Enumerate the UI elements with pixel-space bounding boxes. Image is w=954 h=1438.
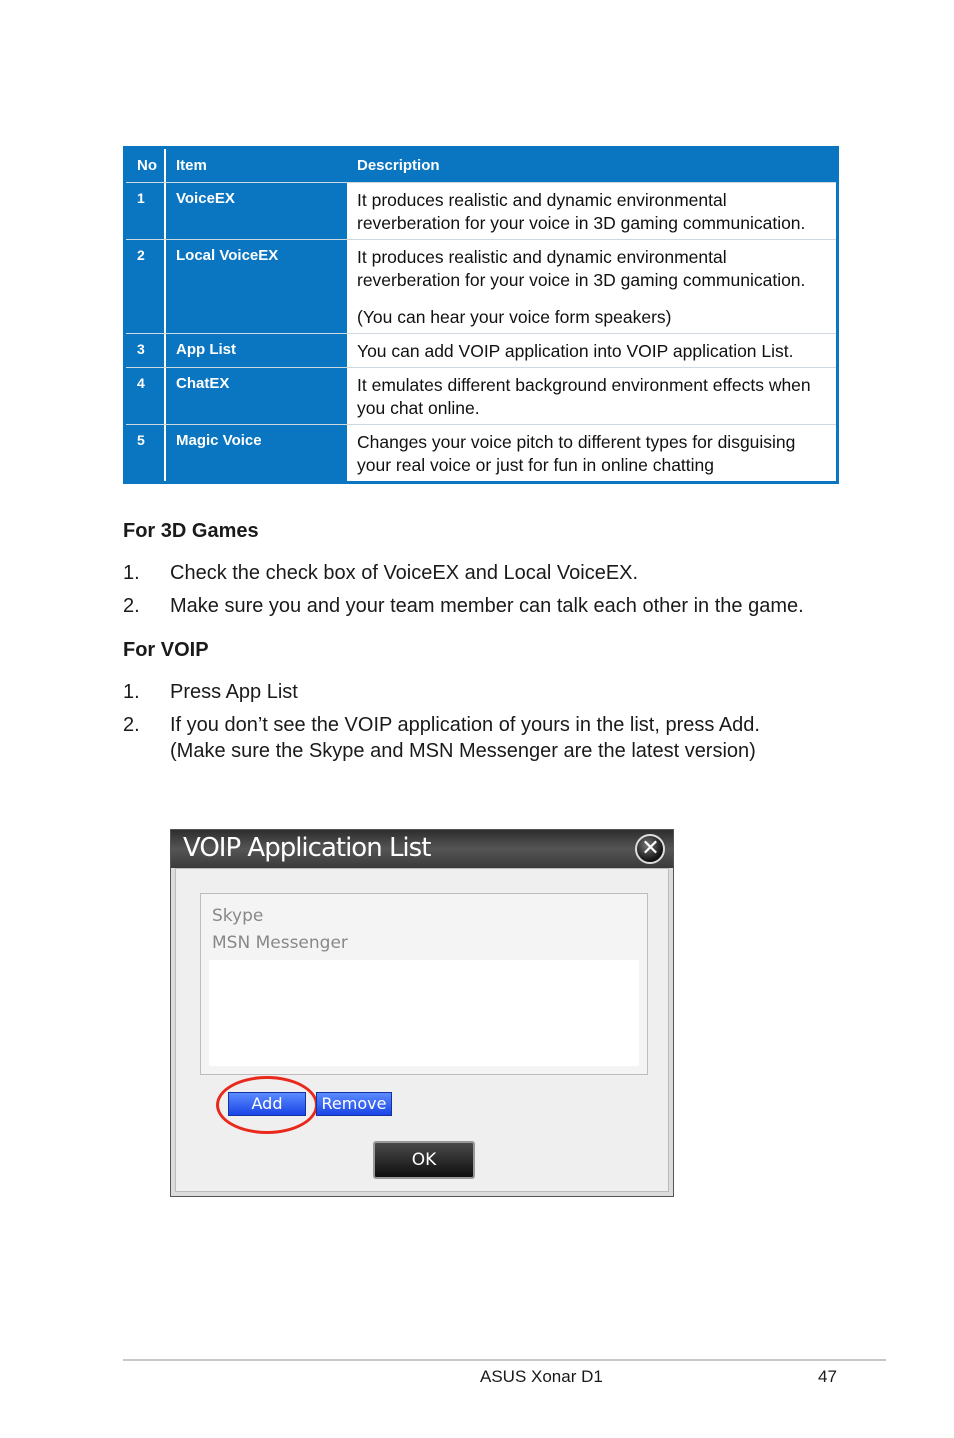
features-table: [123, 146, 839, 484]
listbox-empty-area: [209, 960, 639, 1066]
table-row: [126, 333, 836, 367]
row-description-note: (You can hear your voice form speakers): [357, 307, 672, 327]
table-header-row: [126, 149, 836, 182]
step-text: Press App List: [170, 681, 298, 703]
close-x-glyph: ✕: [641, 836, 659, 861]
add-button[interactable]: Add: [228, 1092, 306, 1116]
footer-divider: [123, 1359, 886, 1361]
header-item: Item: [176, 157, 207, 174]
list-item[interactable]: Skype: [212, 906, 264, 926]
dialog-body: [175, 868, 669, 1192]
row-description: Changes your voice pitch to different types for disguising your real voice or just for fun in online chatting: [347, 425, 836, 481]
step-number: 2.: [123, 714, 140, 736]
row-description-cell: [347, 240, 836, 333]
row-description: It produces realistic and dynamic environmental reverberation for your voice in 3D gaming communication.: [357, 247, 806, 290]
step-text: Check the check box of VoiceEX and Local VoiceEX.: [170, 562, 639, 584]
footer-title: ASUS Xonar D1: [480, 1367, 603, 1386]
section-heading-voip: For VOIP: [123, 639, 209, 661]
table-row: [126, 424, 836, 481]
list-item[interactable]: MSN Messenger: [212, 933, 348, 953]
voip-application-list-dialog: [170, 829, 674, 1197]
dialog-title-bar: [171, 830, 673, 868]
step-text: If you don’t see the VOIP application of yours in the list, press Add.(Make sure the Skype and MSN Messenger are the latest version): [170, 714, 760, 762]
table-row: [126, 367, 836, 424]
step-number: 1.: [123, 681, 140, 703]
ok-button[interactable]: OK: [373, 1141, 475, 1179]
table-row: [126, 182, 836, 239]
row-item: Magic Voice: [176, 432, 262, 449]
header-description: Description: [357, 157, 440, 174]
step-text: Make sure you and your team member can talk each other in the game.: [170, 595, 804, 617]
row-item: Local VoiceEX: [176, 247, 279, 264]
table-row: [126, 239, 836, 333]
row-item: VoiceEX: [176, 190, 235, 207]
dialog-title: VOIP Application List: [183, 833, 431, 863]
remove-button[interactable]: Remove: [316, 1092, 392, 1116]
row-no: 3: [126, 334, 166, 367]
application-listbox[interactable]: [200, 893, 648, 1075]
page-number: 47: [818, 1367, 837, 1386]
header-no: No: [126, 149, 166, 182]
row-no: 4: [126, 368, 166, 424]
row-description: It produces realistic and dynamic environmental reverberation for your voice in 3D gaming communication.: [347, 183, 836, 239]
row-description: You can add VOIP application into VOIP application List.: [347, 334, 836, 367]
row-no: 1: [126, 183, 166, 239]
section-heading-3d-games: For 3D Games: [123, 520, 259, 542]
close-icon[interactable]: [635, 834, 665, 864]
row-item: App List: [176, 341, 236, 358]
row-no: 2: [126, 240, 166, 333]
row-item: ChatEX: [176, 375, 230, 392]
highlight-circle: [216, 1076, 318, 1134]
row-description: It emulates different background environment effects when you chat online.: [347, 368, 836, 424]
step-number: 1.: [123, 562, 140, 584]
row-no: 5: [126, 425, 166, 481]
step-number: 2.: [123, 595, 140, 617]
